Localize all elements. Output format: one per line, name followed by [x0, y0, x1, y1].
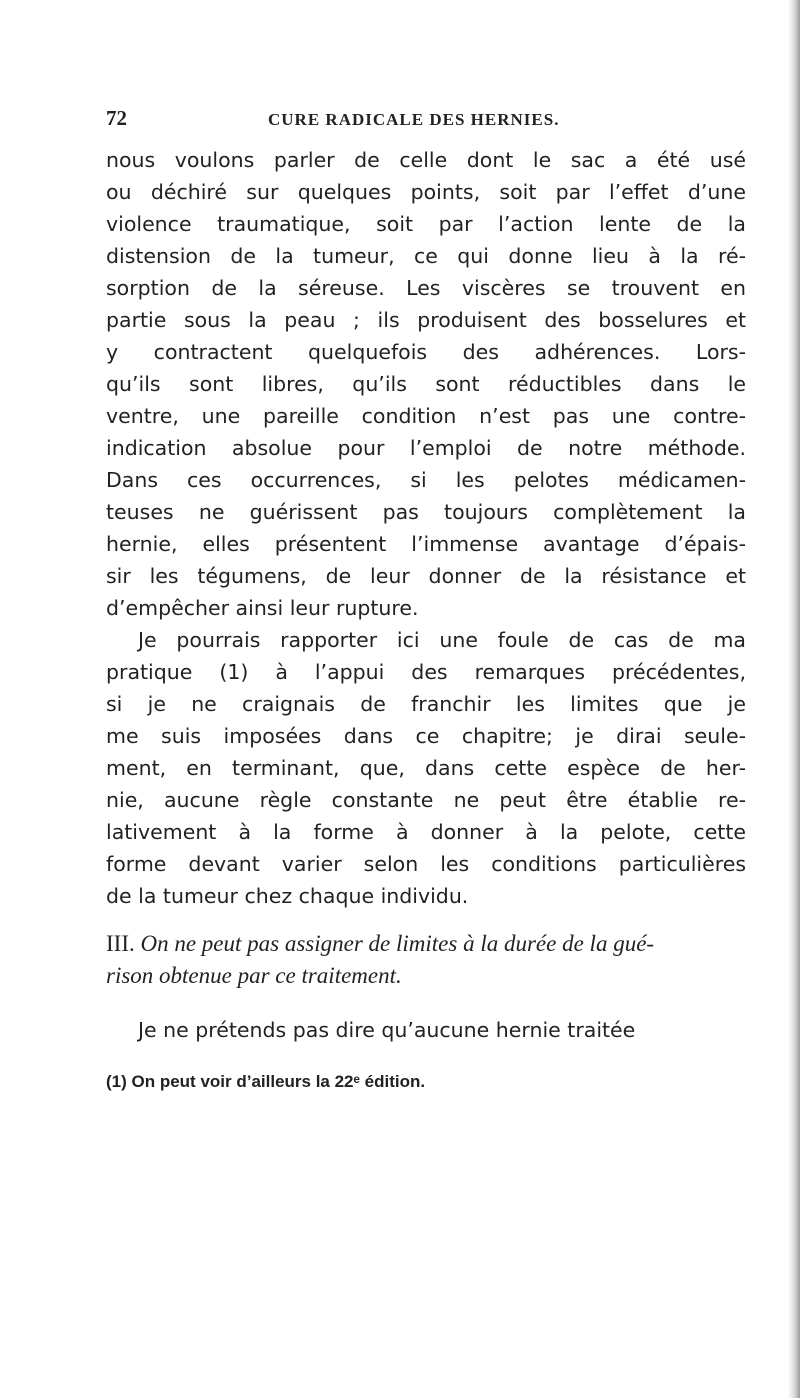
paragraph-line: teuses ne guérissent pas toujours complètement la	[106, 500, 746, 524]
paragraph-line: ou déchiré sur quelques points, soit par l’effet d’une	[106, 180, 746, 204]
section-title-line2: rison obtenue par ce traitement.	[106, 963, 402, 988]
paragraph-line: partie sous la peau ; ils produisent des bosselures et	[106, 308, 746, 332]
paragraph-line: ventre, une pareille condition n’est pas une contre-	[106, 404, 746, 428]
paragraph-line: hernie, elles présentent l’immense avantage d’épais-	[106, 532, 746, 556]
paragraph-line: Dans ces occurrences, si les pelotes médicamen-	[106, 468, 746, 492]
paragraph-line: sorption de la séreuse. Les viscères se trouvent en	[106, 276, 746, 300]
paragraph-line: de la tumeur chez chaque individu.	[106, 884, 469, 908]
paragraph-line: forme devant varier selon les conditions particulières	[106, 852, 746, 876]
paragraph-line: Je ne prétends pas dire qu’aucune hernie traitée	[138, 1018, 636, 1042]
paragraph-line: qu’ils sont libres, qu’ils sont réductibles dans le	[106, 372, 746, 396]
paragraph-line: sir les tégumens, de leur donner de la résistance et	[106, 564, 746, 588]
section-title-line1: On ne peut pas assigner de limites à la durée de la gué-	[140, 931, 655, 956]
paragraph-line: pratique (1) à l’appui des remarques précédentes,	[106, 660, 746, 684]
paragraph-line: lativement à la forme à donner à la pelote, cette	[106, 820, 746, 844]
running-head: CURE RADICALE DES HERNIES.	[268, 110, 560, 129]
paragraph-line: violence traumatique, soit par l’action lente de la	[106, 212, 746, 236]
footnote: (1) On peut voir d’ailleurs la 22ᵉ édition.	[106, 1072, 426, 1091]
paragraph-line: ment, en terminant, que, dans cette espèce de her-	[106, 756, 746, 780]
paragraph-line: nie, aucune règle constante ne peut être établie re-	[106, 788, 746, 812]
section-heading	[106, 928, 746, 960]
section-heading-cont	[106, 960, 746, 992]
paragraph-line: me suis imposées dans ce chapitre; je dirai seule-	[106, 724, 746, 748]
page-edge-shadow	[788, 0, 800, 1398]
paragraph-line: distension de la tumeur, ce qui donne lieu à la ré-	[106, 244, 746, 268]
section-number: III.	[106, 931, 135, 956]
paragraph-line: Je pourrais rapporter ici une foule de cas de ma	[138, 628, 746, 652]
page-number: 72	[106, 106, 127, 130]
paragraph-line: si je ne craignais de franchir les limites que je	[106, 692, 746, 716]
paragraph-line: indication absolue pour l’emploi de notre méthode.	[106, 436, 746, 460]
paragraph-line: d’empêcher ainsi leur rupture.	[106, 596, 419, 620]
paragraph-line: y contractent quelquefois des adhérences. Lors-	[106, 340, 746, 364]
page-header	[106, 106, 746, 136]
paragraph-line: nous voulons parler de celle dont le sac a été usé	[106, 148, 746, 172]
